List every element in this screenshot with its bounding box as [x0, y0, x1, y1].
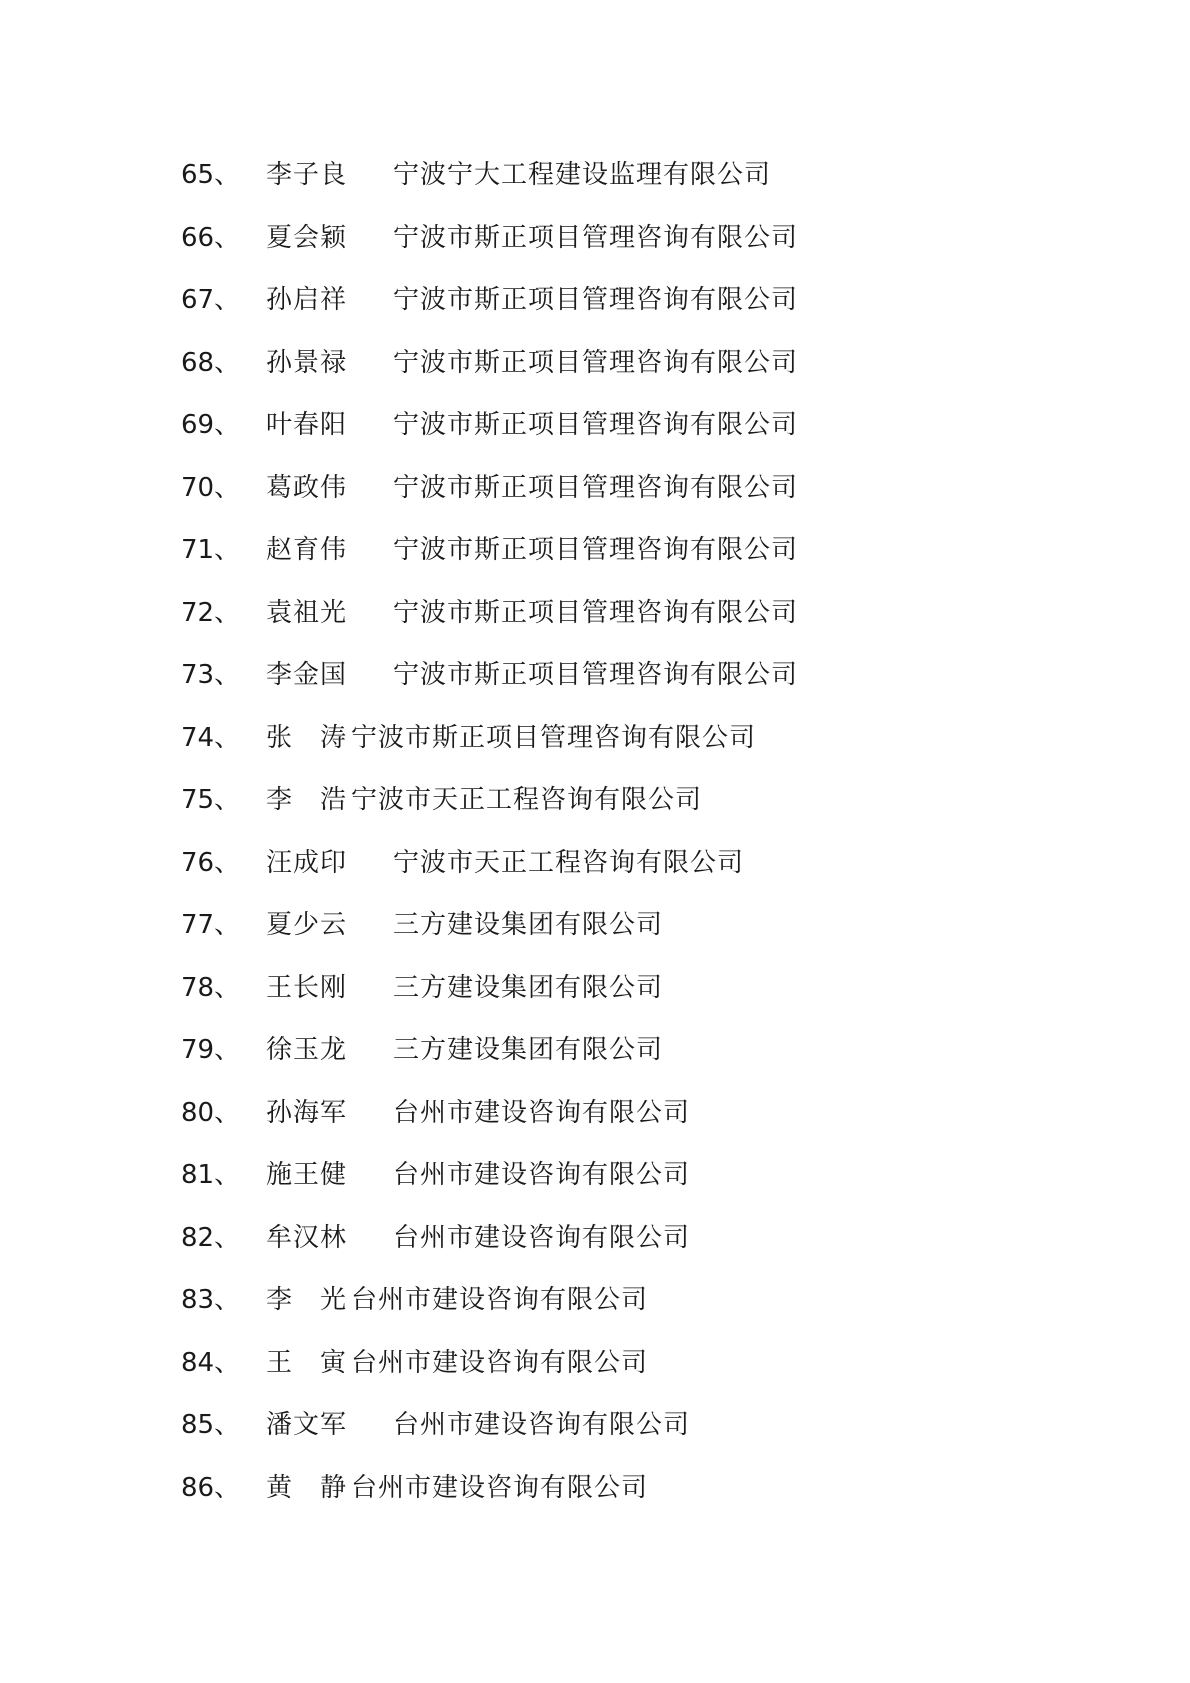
company-name: 宁波宁大工程建设监理有限公司 [393, 160, 772, 190]
list-item [0, 1344, 1190, 1407]
list-item [0, 781, 1190, 844]
person-name: 孙海军 [266, 1097, 348, 1128]
company-name: 台州市建设咨询有限公司 [351, 1472, 649, 1503]
list-item [0, 1156, 1190, 1219]
person-name: 施王健 [266, 1160, 348, 1190]
company-name: 宁波市斯正项目管理咨询有限公司 [393, 222, 799, 253]
person-name: 葛政伟 [266, 472, 348, 503]
list-item [0, 281, 1190, 344]
list-item [0, 469, 1190, 532]
list-item [0, 156, 1190, 219]
company-name: 台州市建设咨询有限公司 [393, 1410, 691, 1440]
list-item [0, 1406, 1190, 1469]
entry-number: 74、 [181, 722, 241, 753]
person-name: 牟汉林 [266, 1222, 348, 1253]
person-name: 夏会颖 [266, 222, 348, 253]
company-name: 宁波市斯正项目管理咨询有限公司 [393, 535, 799, 565]
entry-number: 86、 [181, 1472, 241, 1503]
person-name: 孙启祥 [266, 285, 348, 315]
entry-number: 83、 [181, 1285, 241, 1315]
list-item [0, 969, 1190, 1032]
entry-number: 84、 [181, 1347, 241, 1378]
entry-number: 73、 [181, 660, 241, 690]
company-name: 台州市建设咨询有限公司 [351, 1347, 649, 1378]
list-item [0, 844, 1190, 907]
entry-number: 72、 [181, 597, 241, 628]
person-name: 王 寅 [266, 1347, 348, 1378]
list-item [0, 219, 1190, 282]
list-item [0, 406, 1190, 469]
company-name: 宁波市斯正项目管理咨询有限公司 [351, 722, 757, 753]
entry-number: 77、 [181, 910, 241, 940]
company-name: 台州市建设咨询有限公司 [393, 1160, 691, 1190]
entry-number: 65、 [181, 160, 241, 190]
person-name: 张 涛 [266, 722, 348, 753]
person-name: 李金国 [266, 660, 348, 690]
list-item [0, 906, 1190, 969]
entry-number: 76、 [181, 847, 241, 878]
entry-number: 75、 [181, 785, 241, 815]
person-name: 潘文军 [266, 1410, 348, 1440]
entry-number: 81、 [181, 1160, 241, 1190]
person-name: 徐玉龙 [266, 1035, 348, 1065]
list-item [0, 1031, 1190, 1094]
company-name: 宁波市斯正项目管理咨询有限公司 [393, 597, 799, 628]
list-item [0, 719, 1190, 782]
entry-number: 78、 [181, 972, 241, 1003]
company-name: 台州市建设咨询有限公司 [393, 1222, 691, 1253]
company-name: 三方建设集团有限公司 [393, 910, 664, 940]
entry-number: 68、 [181, 347, 241, 378]
person-name: 赵育伟 [266, 535, 348, 565]
list-item [0, 344, 1190, 407]
name-list [0, 156, 1190, 1531]
person-name: 夏少云 [266, 910, 348, 940]
list-item [0, 656, 1190, 719]
company-name: 宁波市天正工程咨询有限公司 [393, 847, 745, 878]
company-name: 三方建设集团有限公司 [393, 972, 664, 1003]
person-name: 李子良 [266, 160, 348, 190]
list-item [0, 1094, 1190, 1157]
entry-number: 79、 [181, 1035, 241, 1065]
person-name: 袁祖光 [266, 597, 348, 628]
company-name: 宁波市斯正项目管理咨询有限公司 [393, 285, 799, 315]
company-name: 宁波市天正工程咨询有限公司 [351, 785, 703, 815]
company-name: 三方建设集团有限公司 [393, 1035, 664, 1065]
list-item [0, 1281, 1190, 1344]
person-name: 王长刚 [266, 972, 348, 1003]
company-name: 宁波市斯正项目管理咨询有限公司 [393, 472, 799, 503]
list-item [0, 531, 1190, 594]
entry-number: 80、 [181, 1097, 241, 1128]
company-name: 台州市建设咨询有限公司 [351, 1285, 649, 1315]
company-name: 宁波市斯正项目管理咨询有限公司 [393, 660, 799, 690]
company-name: 台州市建设咨询有限公司 [393, 1097, 691, 1128]
person-name: 汪成印 [266, 847, 348, 878]
person-name: 孙景禄 [266, 347, 348, 378]
person-name: 李 浩 [266, 785, 348, 815]
list-item [0, 1219, 1190, 1282]
entry-number: 71、 [181, 535, 241, 565]
entry-number: 67、 [181, 285, 241, 315]
person-name: 李 光 [266, 1285, 348, 1315]
person-name: 叶春阳 [266, 410, 348, 440]
entry-number: 70、 [181, 472, 241, 503]
company-name: 宁波市斯正项目管理咨询有限公司 [393, 410, 799, 440]
entry-number: 85、 [181, 1410, 241, 1440]
entry-number: 82、 [181, 1222, 241, 1253]
entry-number: 66、 [181, 222, 241, 253]
company-name: 宁波市斯正项目管理咨询有限公司 [393, 347, 799, 378]
entry-number: 69、 [181, 410, 241, 440]
list-item [0, 1469, 1190, 1532]
person-name: 黄 静 [266, 1472, 348, 1503]
list-item [0, 594, 1190, 657]
